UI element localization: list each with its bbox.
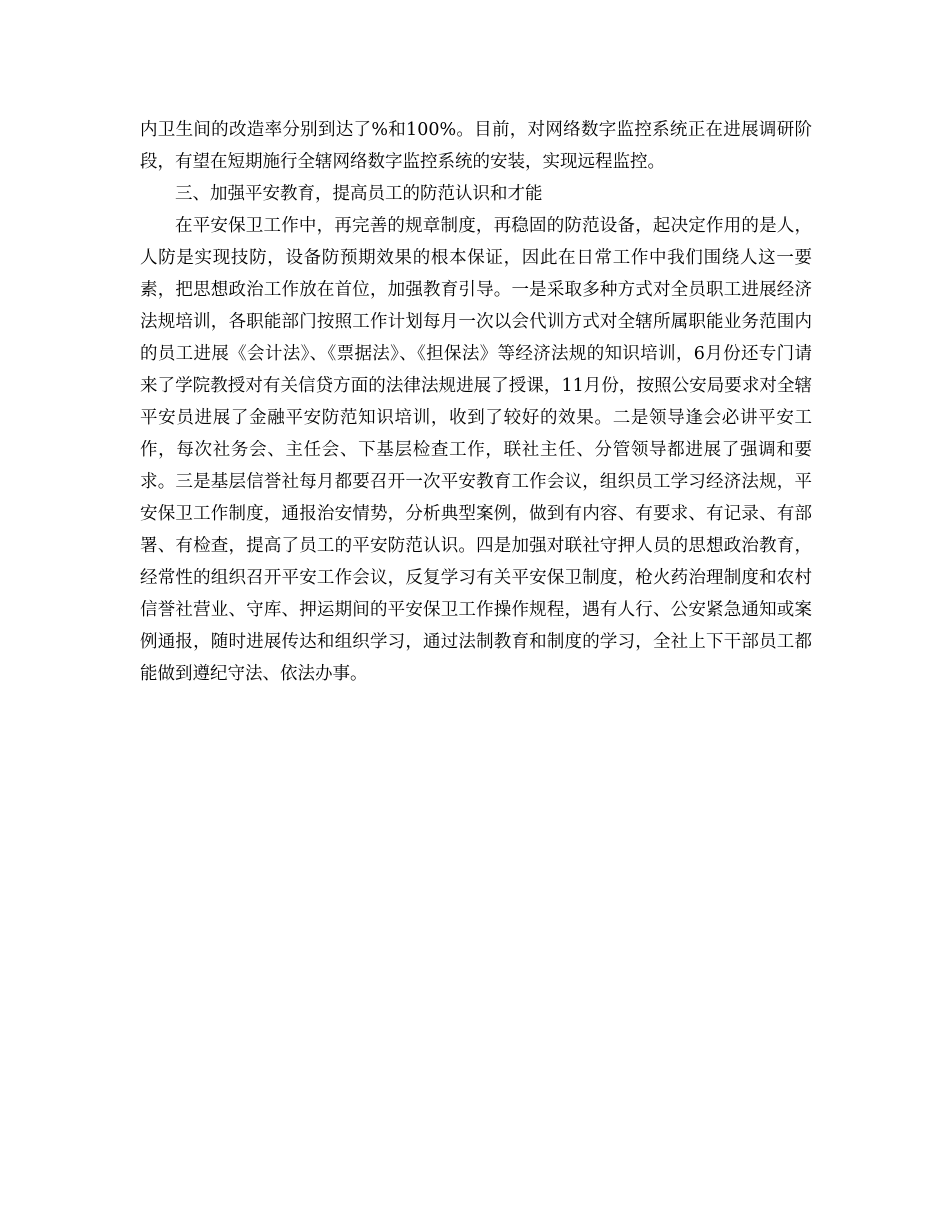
body-paragraph: 在平安保卫工作中，再完善的规章制度，再稳固的防范设备，起决定作用的是人，人防是实现技防，设备防预期效果的根本保证，因此在日常工作中我们围绕人这一要素，把思想政治工作放在首位，加强教育引导。一是采取多种方式对全员职工进展经济法规培训，各职能部门按照工作计划每月一次以会代训方式对全辖所属职能业务范围内的员工进展《会计法》、《票据法》、《担保法》等经济法规的知识培训，6月份还专门请来了学院教授对有关信贷方面的法律法规进展了授课，11月份，按照公安局要求对全辖平安员进展了金融平安防范知识培训，收到了较好的效果。二是领导逢会必讲平安工作，每次社务会、主任会、下基层检查工作，联社主任、分管领导都进展了强调和要求。三是基层信誉社每月都要召开一次平安教育工作会议，组织员工学习经济法规，平安保卫工作制度，通报治安情势，分析典型案例，做到有内容、有要求、有记录、有部署、有检查，提高了员工的平安防范认识。四是加强对联社守押人员的思想政治教育，经常性的组织召开平安工作会议，反复学习有关平安保卫制度，枪火药治理制度和农村信誉社营业、守库、押运期间的平安保卫工作操作规程，遇有人行、公安紧急通知或案例通报，随时进展传达和组织学习，通过法制教育和制度的学习，全社上下干部员工都能做到遵纪守法、依法办事。 bbox=[140, 216, 812, 684]
section-heading: 三、加强平安教育，提高员工的防范认识和才能 bbox=[175, 184, 543, 204]
document-page bbox=[140, 114, 812, 690]
paragraph-continuation: 内卫生间的改造率分别到达了%和100%。目前，对网络数字监控系统正在进展调研阶段，有望在短期施行全辖网络数字监控系统的安装，实现远程监控。 bbox=[140, 120, 812, 172]
